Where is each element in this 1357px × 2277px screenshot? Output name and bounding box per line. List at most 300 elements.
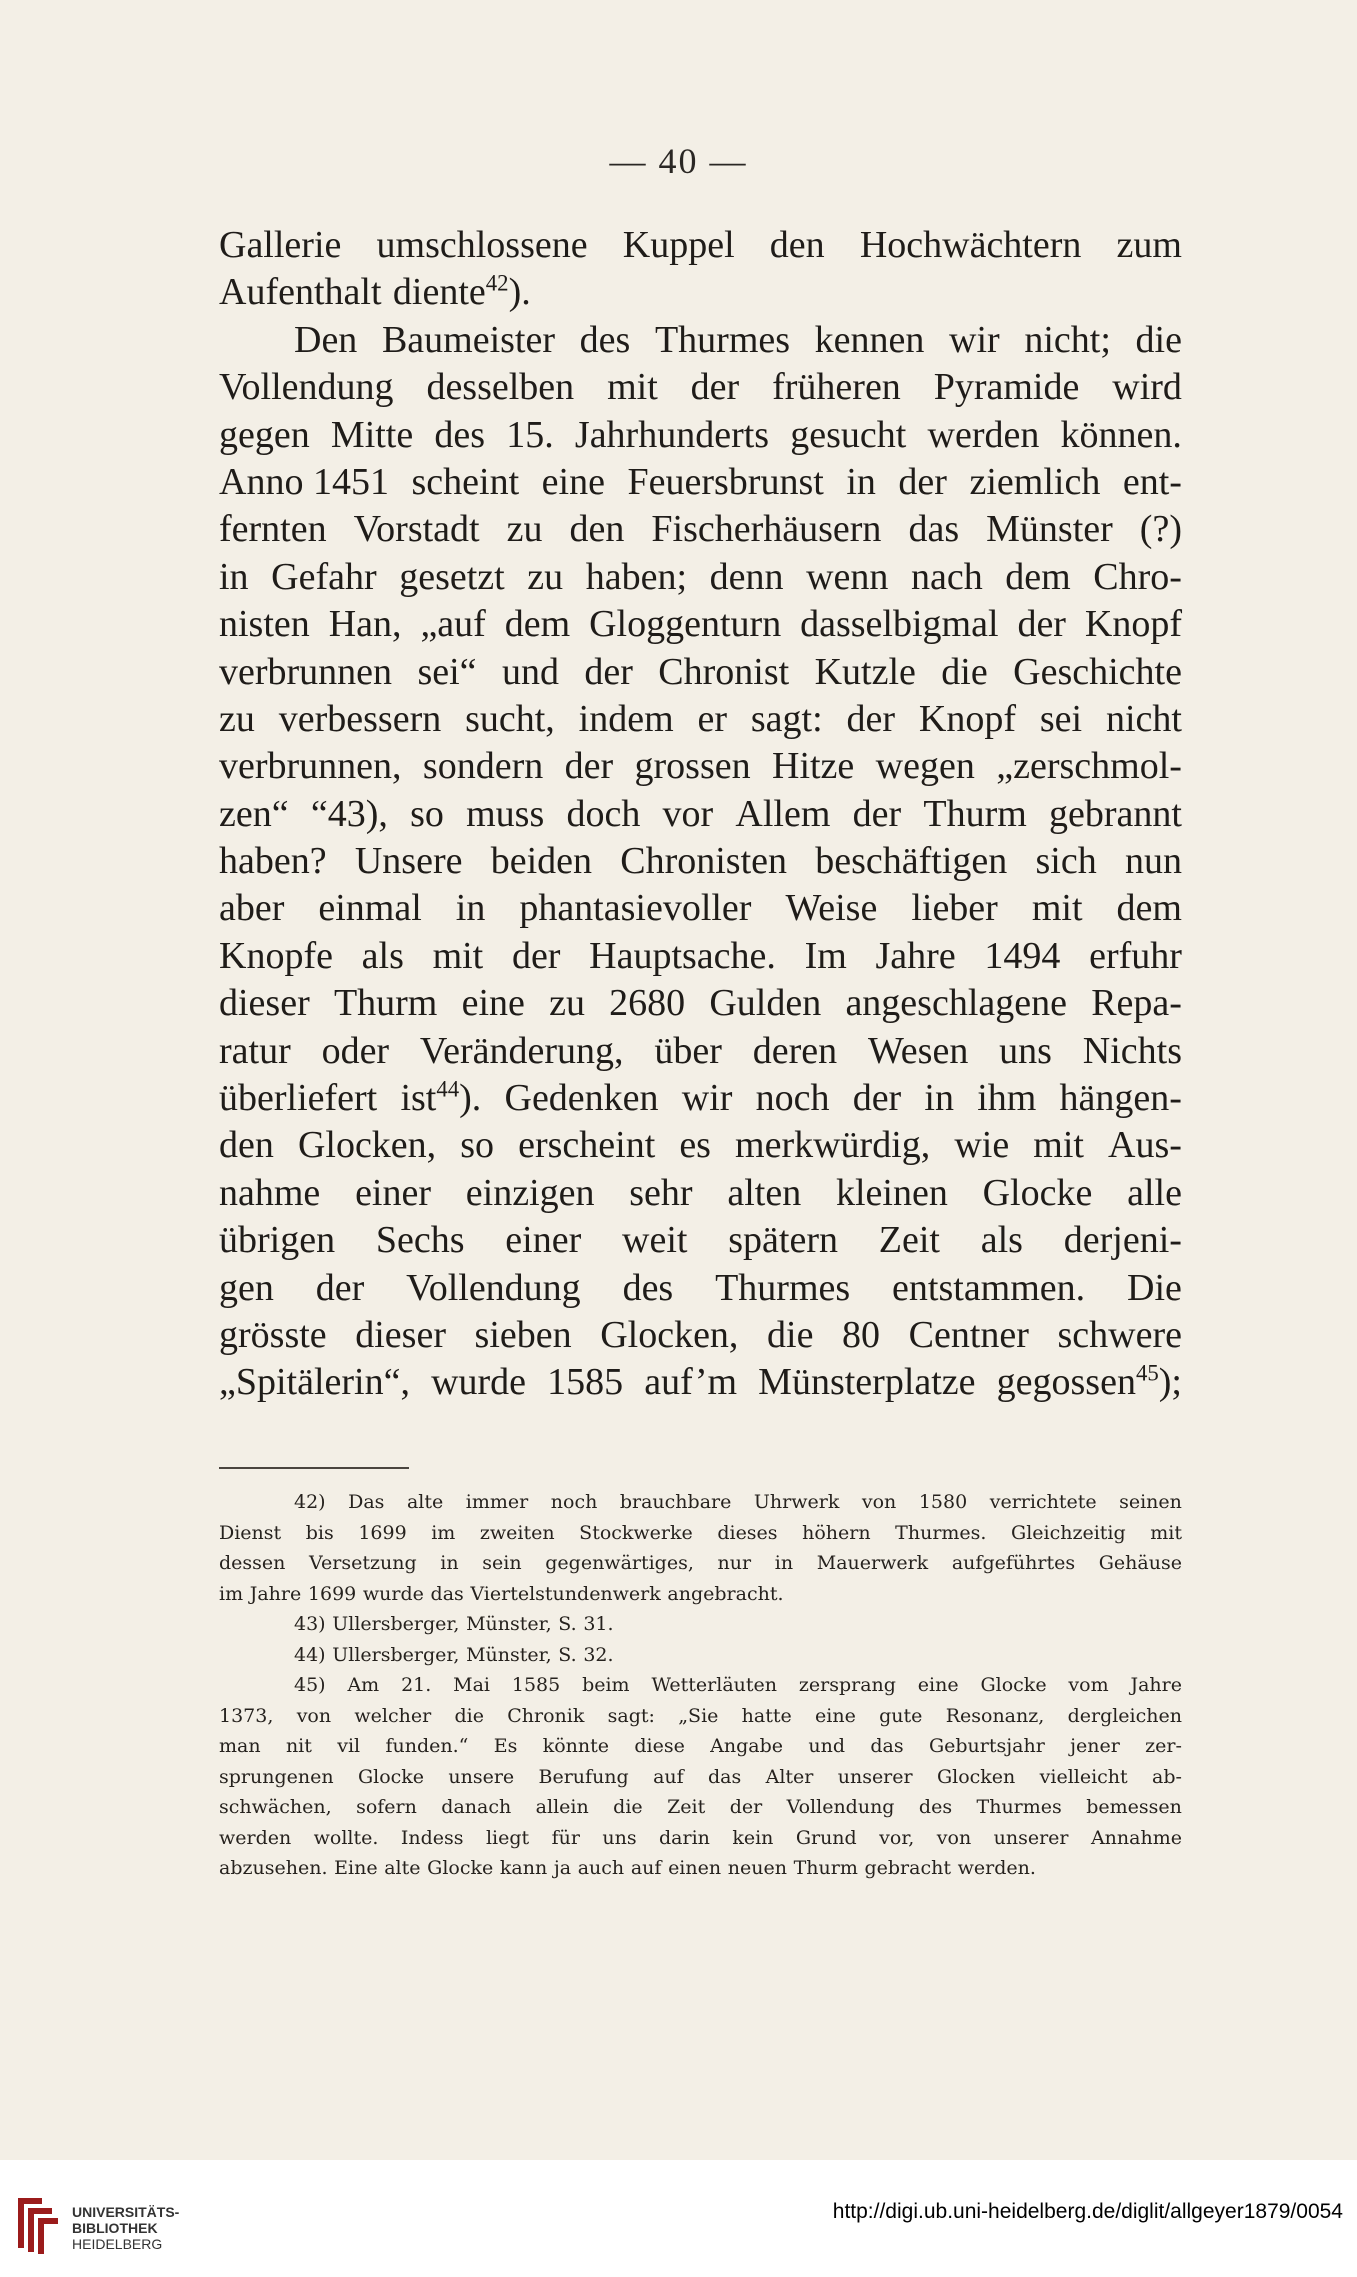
word: zen“ [219,792,289,835]
word: nisten [219,603,310,646]
footnote-line [219,1609,1182,1640]
word: als [980,1219,1023,1262]
word: gen [219,1266,274,1309]
word: Vollendung [406,1266,581,1309]
word: ). [508,271,531,314]
word: sagt: [607,1704,655,1727]
word: auf [653,1765,684,1788]
word: Uhrwerk [753,1491,840,1513]
word: entstammen. [892,1266,1086,1309]
word: spätern [728,1219,838,1262]
word: Glocke [980,1674,1047,1696]
word: alten [727,1171,802,1214]
word: den [769,224,825,266]
word: 32. [583,1643,614,1666]
word: der [315,1266,365,1309]
footer-bar [0,2160,1357,2277]
word: 43) [294,1613,326,1635]
word: nach [910,555,983,598]
word: auf [630,1857,662,1879]
word: einen [668,1857,722,1879]
word: dasselbigmal [800,603,999,646]
text-line [219,696,1182,743]
word: Zeit [878,1219,940,1262]
word: höhern [802,1521,871,1544]
word: wir [949,318,1000,361]
word: Ullersberger, [332,1643,460,1666]
word: (?) [1139,508,1182,551]
word: werden [219,1826,292,1849]
text-line [219,1122,1182,1169]
word: Gehäuse [1098,1552,1182,1574]
word: im [219,1582,244,1605]
text-line [219,222,1182,269]
word: noch [755,1077,830,1120]
word: 21. [401,1674,432,1696]
text-line [219,601,1182,648]
footnote-line [219,1823,1182,1854]
text-line [219,1265,1182,1312]
word: Angabe [710,1735,784,1757]
footnote-line [219,1670,1182,1701]
word: von [296,1704,332,1727]
text-line [219,1359,1182,1406]
word: muss [466,792,545,835]
word: beim [582,1674,630,1696]
word: Veränderung, [419,1029,624,1072]
word: seinen [1119,1491,1182,1513]
word: einmal [318,887,422,930]
word: zweiten [479,1521,555,1544]
word: auch [577,1857,625,1879]
word: das [708,1765,742,1788]
footnote-ref: 45 [1135,1360,1159,1386]
word: haben? [219,840,327,883]
word: Dienst [219,1521,282,1544]
word: mit [607,366,658,409]
word: Kuppel [622,224,735,266]
word: und [808,1735,846,1757]
word: man [219,1735,261,1757]
text-line [219,649,1182,696]
footnote-line [219,1853,1182,1884]
word: nahme [219,1171,321,1214]
word: schwächen, [219,1796,332,1818]
footnote-line [219,1762,1182,1793]
source-url-link[interactable]: http://digi.ub.uni-heidelberg.de/diglit/allgeyer1879/0054 [832,2200,1343,2223]
word: sich [1035,840,1097,883]
word: 1580 [918,1491,968,1513]
word: scheint [411,460,520,503]
word: von [936,1826,972,1849]
word: Thurm [923,792,1027,835]
word: immer [465,1491,529,1513]
word: Hitze [772,745,855,788]
word: Thurmes [715,1266,851,1309]
word: 1585 [547,1361,624,1404]
word: kleinen [835,1171,948,1214]
text-line [219,1312,1182,1359]
word: indem [578,697,674,740]
word: Pyramide [933,366,1080,409]
word: Im [804,934,847,977]
word: 1494 [984,934,1061,977]
word: ihm [977,1077,1037,1120]
word: doch [566,792,641,835]
word: zu [527,555,564,598]
word: könnte [542,1735,609,1757]
word: 42) [294,1491,326,1513]
footnote-line [219,1701,1182,1732]
word: Münsterplatze [758,1361,976,1404]
word: als [361,934,404,977]
word: erscheint [518,1124,656,1167]
word: zum [1116,224,1182,266]
word: 44) [294,1643,326,1666]
library-name [72,2204,179,2252]
word: der [1017,603,1066,646]
word: 31. [583,1613,614,1635]
word: Versetzung [309,1552,417,1574]
word: so [460,1124,495,1167]
text-line [219,1028,1182,1075]
word: dessen [219,1552,286,1574]
word: vil [337,1735,361,1757]
word: das [908,508,960,551]
word: Geburtsjahr [928,1735,1045,1757]
word: ist$^{44}$). [400,1076,482,1120]
word: Glocke [427,1857,494,1879]
word: kann [499,1857,548,1879]
word: Thurm [333,982,438,1025]
word: dem [1116,887,1182,930]
word: dieses [717,1521,778,1544]
word: des [918,1796,953,1818]
word: Alter [765,1765,814,1788]
word: wir [681,1077,733,1120]
word: gute [879,1704,923,1727]
word: merkwürdig, [735,1124,931,1167]
word: des [579,318,631,361]
word: gegenwärtiges, [545,1552,694,1574]
word: die [454,1704,484,1727]
word: brauchbare [619,1491,732,1513]
word: Zeit [667,1796,706,1818]
word: die [767,1313,814,1356]
word: Indess [400,1826,464,1849]
word: darin [659,1826,710,1849]
word: denn [709,555,784,598]
word: verbrunnen [219,650,393,693]
footnote-line [219,1518,1182,1549]
library-line-3: HEIDELBERG [72,2236,163,2252]
word: aber [219,887,285,930]
text-line [219,838,1182,885]
word: haben; [585,555,688,598]
word: eine [917,1674,959,1696]
page-number: — 40 — [609,141,748,181]
word: zu [549,982,585,1025]
word: Weise [785,887,878,930]
word: Aufenthalt [219,271,382,314]
word: Ullersberger, [332,1613,460,1635]
word: einer [505,1219,582,1262]
word: “43), [310,792,388,835]
footnote-line [219,1548,1182,1579]
word: Münster, [466,1613,552,1635]
word: Geschichte [1013,650,1182,693]
word: Knopfe [219,934,333,977]
word: nicht; [1024,318,1111,361]
word: 1373, [219,1704,274,1727]
word: Wetterläuten [651,1674,778,1696]
word: Repa- [1091,982,1182,1025]
word: sei“ [417,650,477,693]
word: der [852,1077,902,1120]
word: Glocken, [297,1124,437,1167]
word: Aus- [1108,1124,1182,1167]
word: mit [1150,1521,1182,1544]
word: wenn [806,555,889,598]
word: Feuersbrunst [627,460,824,503]
word: Fischerhäusern [651,508,882,551]
word: deren [752,1029,838,1072]
word: abzusehen. [219,1857,328,1879]
word: „auf [420,603,486,646]
word: unsere [448,1765,515,1788]
word: Sechs [375,1219,465,1262]
word: Jahre [1130,1674,1182,1696]
word: ziemlich [969,460,1101,503]
text-line [219,364,1182,411]
word: Hauptsache. [589,934,776,977]
word: Anno 1451 [219,460,389,503]
word: beschäftigen [815,840,1008,883]
word: unserer [837,1765,913,1788]
text-line [219,554,1182,601]
word: gebrannt [1049,792,1182,835]
word: Knopf [918,697,1017,740]
word: Vorstadt [353,508,480,551]
word: dieser [355,1313,446,1356]
word: der [729,1796,763,1818]
word: werden [927,413,1040,456]
word: Mitte [330,413,414,456]
word: Glocke [982,1171,1093,1214]
word: S. [558,1613,577,1635]
word: derjeni- [1063,1219,1182,1262]
word: Berufung [538,1765,629,1788]
word: Gleichzeitig [1011,1521,1126,1544]
word: werden. [957,1857,1036,1879]
word: in [455,887,486,930]
text-line [219,317,1182,364]
word: den [219,1124,274,1167]
word: Die [1127,1266,1182,1309]
word: Stockwerke [579,1521,693,1544]
word: über [654,1029,722,1072]
word: angebracht. [667,1582,784,1605]
library-line-1: UNIVERSITÄTS- [72,2204,180,2220]
word: wie [954,1124,1010,1167]
word: dergleichen [1067,1704,1182,1727]
word: eine [461,982,525,1025]
text-line [219,933,1182,980]
word: ); [1158,1361,1182,1404]
word: Das [348,1491,385,1513]
word: welcher [354,1704,432,1727]
word: mit [432,934,484,977]
word: ab- [1152,1765,1182,1788]
word: sei [1039,697,1083,740]
word: Centner [908,1313,1029,1356]
word: der [584,650,633,693]
word: die [941,650,988,693]
word: Chronisten [620,840,788,883]
word: eine [815,1704,856,1727]
word: der [898,460,947,503]
word: 15. [506,413,554,456]
word: in [846,460,876,503]
word: Thurmes. [895,1521,987,1544]
word: alte [406,1491,444,1513]
word: der [564,745,614,788]
footnote-line [219,1487,1182,1518]
word: des [622,1266,674,1309]
word: gegossen$^{45}$); [996,1360,1182,1404]
word: verbrunnen, [219,745,402,788]
word: kein [732,1826,774,1849]
word: Jahre [249,1582,302,1605]
word: Es [493,1735,518,1757]
word: das [870,1735,904,1757]
text-line [219,459,1182,506]
library-logo-icon [12,2190,62,2256]
word: Jahrhunderts [574,413,770,456]
word: Gloggenturn [589,603,782,646]
word: fernten [219,508,327,551]
word: der [690,366,740,409]
word: 1585 [511,1674,561,1696]
word: Wesen [867,1029,969,1072]
word: das [430,1582,464,1605]
word: Glocken [936,1765,1016,1788]
footnote-line [219,1792,1182,1823]
word: Chro- [1093,555,1182,598]
word: alte [384,1857,421,1879]
word: gebracht [864,1857,951,1879]
word: bemessen [1086,1796,1182,1818]
word: aufgeführtes [951,1552,1076,1574]
word: wurde [362,1582,424,1605]
word: in [219,555,249,598]
word: Gefahr [271,555,377,598]
word: die [1135,318,1182,361]
library-line-2: BIBLIOTHEK [72,2220,158,2236]
word: Nichts [1082,1029,1182,1072]
word: Jahre [875,934,956,977]
word: vor, [879,1826,915,1849]
word: wollte. [313,1826,379,1849]
word: diente$^{42}$). [392,270,531,314]
word: zu [506,508,543,551]
word: früheren [772,366,901,409]
word: von [861,1491,897,1513]
word: sondern [422,745,544,788]
word: nicht [1105,697,1182,740]
word: 1699 [307,1582,357,1605]
word: wurde [431,1361,527,1404]
text-line [219,743,1182,790]
word: desselben [426,366,575,409]
word: der [511,934,561,977]
word: sehr [629,1171,693,1214]
word: einzigen [465,1171,595,1214]
word: beiden [490,840,592,883]
word: Viertelstundenwerk [470,1582,661,1605]
word: diese [634,1735,685,1757]
text-line [219,1170,1182,1217]
word: sein [482,1552,522,1574]
word: der [852,792,902,835]
word: so [410,792,444,835]
word: „Sie [678,1704,719,1727]
word: „zerschmol- [996,745,1182,788]
word: Annahme [1090,1826,1182,1849]
word: können. [1060,413,1182,456]
word: wird [1112,366,1182,409]
word: sagt: [750,697,823,740]
word: 2680 [609,982,686,1025]
word: sprungenen [219,1765,334,1788]
word: grossen [634,745,751,788]
word: Gedenken [504,1077,659,1120]
word: Gulden [709,982,822,1025]
word: schwere [1057,1313,1182,1356]
word: mit [1031,887,1083,930]
word: Thurm [793,1857,858,1879]
word: Baumeister [381,318,556,361]
word: Glocken, [600,1313,739,1356]
word: Vollendung [786,1796,895,1818]
word: es [679,1124,711,1167]
word: der [846,697,896,740]
text-line [219,885,1182,932]
word: „Spitälerin“, [219,1361,410,1404]
word: ja [553,1857,572,1879]
word: Glocke [357,1765,425,1788]
word: Resonanz, [945,1704,1045,1727]
word: funden.“ [385,1735,469,1757]
word: wegen [875,745,975,788]
word: dem [504,603,571,646]
word: liegt [485,1826,530,1849]
word: Allem [735,792,831,835]
word: Münster, [466,1643,552,1666]
word: für [551,1826,580,1849]
word: kennen [814,318,925,361]
word: zu [219,697,255,740]
word: sofern [356,1796,417,1818]
word: und [501,650,559,693]
word: uns [999,1029,1052,1072]
word: grösste [219,1313,327,1356]
word: nur [717,1552,752,1574]
word: dieser [219,982,310,1025]
word: S. [558,1643,577,1666]
word: in [774,1552,794,1574]
word: 45) [294,1674,326,1696]
